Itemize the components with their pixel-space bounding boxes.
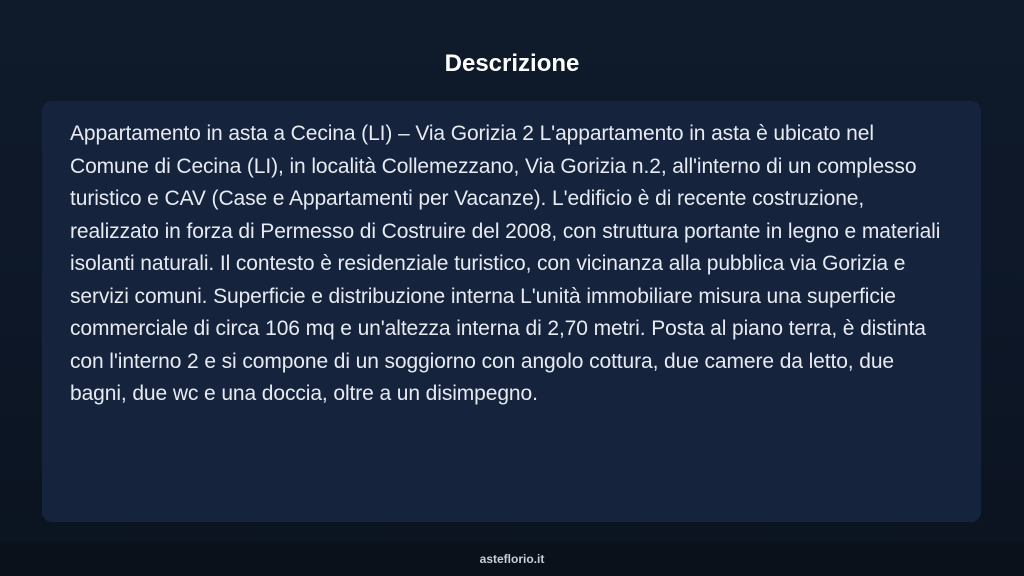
footer-site-label: asteflorio.it	[479, 552, 545, 566]
page-title: Descrizione	[444, 50, 580, 77]
footer-bar	[0, 542, 1024, 576]
description-card	[42, 101, 981, 522]
description-text: Appartamento in asta a Cecina (LI) – Via Gorizia 2 L'appartamento in asta è ubicato nel Comune di Cecina (LI), in località Collemezzano, Via Gorizia n.2, all'interno di un complesso turistico e CAV (Case e Appartamenti per Vacanze). L'edificio è di recente costruzione, realizzato in forza di Permesso di Costruire del 2008, con struttura portante in legno e materiali isolanti naturali. Il contesto è residenziale turistico, con vicinanza alla pubblica via Gorizia e servizi comuni. Superficie e distribuzione interna L'unità immobiliare misura una superficie commerciale di circa 106 mq e un'altezza interna di 2,70 metri. Posta al piano terra, è distinta con l'interno 2 e si compone di un soggiorno con angolo cottura, due camere da letto, due bagni, due wc e una doccia, oltre a un disimpegno.	[70, 122, 941, 405]
